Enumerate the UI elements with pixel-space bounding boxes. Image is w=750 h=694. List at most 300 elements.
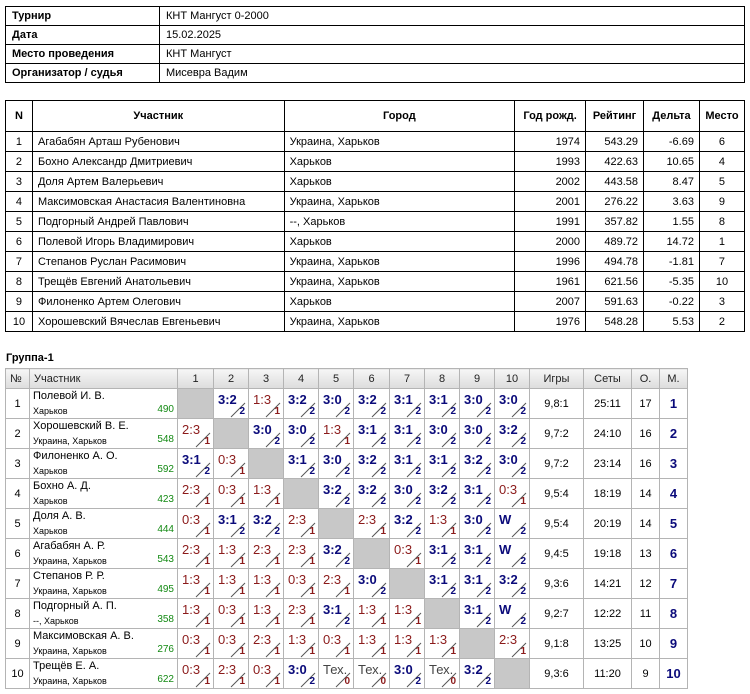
participant-cell: 2 (699, 312, 744, 332)
info-label: Организатор / судья (6, 64, 160, 83)
group-row (6, 569, 688, 599)
match-points: 2 (450, 556, 456, 567)
match-score: 3:0 (394, 662, 413, 677)
tournament-info-table (5, 6, 745, 83)
match-score: Тех. (429, 662, 454, 677)
group-player-cell (30, 389, 178, 419)
match-result-cell (460, 569, 495, 599)
participants-column-header: Год рожд. (515, 101, 586, 132)
match-points: 2 (485, 556, 491, 567)
participant-cell: -6.69 (644, 132, 700, 152)
match-score: 3:1 (394, 422, 413, 437)
place-cell: 10 (660, 659, 688, 689)
points-cell: 14 (632, 509, 660, 539)
group-row (6, 659, 688, 689)
player-city: Украина, Харьков (33, 436, 107, 446)
match-result-cell (319, 659, 354, 689)
participant-cell: 1 (699, 232, 744, 252)
match-result-cell (390, 449, 425, 479)
participant-cell: Украина, Харьков (284, 192, 515, 212)
info-value: КНТ Мангуст 0-2000 (160, 7, 745, 26)
match-result-cell (178, 509, 214, 539)
participant-cell: 494.78 (586, 252, 644, 272)
participant-cell: 1 (6, 132, 33, 152)
match-result-cell (495, 629, 530, 659)
sets-cell: 19:18 (584, 539, 632, 569)
self-cell (425, 599, 460, 629)
match-score: 3:1 (394, 452, 413, 467)
match-points: 2 (380, 586, 386, 597)
match-points: 1 (204, 556, 210, 567)
match-score: 3:0 (429, 422, 448, 437)
match-result-cell (495, 599, 530, 629)
group-player-cell (30, 659, 178, 689)
match-points: 2 (520, 586, 526, 597)
group-col-opponent: 8 (425, 369, 460, 389)
group-player-cell (30, 479, 178, 509)
participant-row (6, 292, 745, 312)
info-label: Турнир (6, 7, 160, 26)
player-rating: 592 (157, 464, 174, 475)
participant-cell: 1.55 (644, 212, 700, 232)
match-score: 0:3 (323, 632, 342, 647)
participant-cell: 4 (699, 152, 744, 172)
match-result-cell (284, 659, 319, 689)
match-result-cell (214, 479, 249, 509)
match-score: 0:3 (218, 602, 237, 617)
match-points: 2 (309, 466, 315, 477)
group-col-points: О. (632, 369, 660, 389)
match-result-cell (319, 419, 354, 449)
player-rating: 276 (157, 644, 174, 655)
match-result-cell (390, 389, 425, 419)
match-points: 1 (239, 586, 245, 597)
match-score: 1:3 (182, 572, 201, 587)
player-city: Харьков (33, 406, 68, 416)
participant-cell: Харьков (284, 172, 515, 192)
match-points: 1 (274, 406, 280, 417)
match-score: 3:2 (429, 482, 448, 497)
player-name: Полевой И. В. (33, 390, 105, 402)
match-score: 2:3 (182, 482, 201, 497)
group-row (6, 599, 688, 629)
match-points: 1 (520, 646, 526, 657)
match-score: 2:3 (358, 512, 377, 527)
participant-cell: --, Харьков (284, 212, 515, 232)
match-score: 2:3 (323, 572, 342, 587)
info-value: КНТ Мангуст (160, 45, 745, 64)
match-score: 3:2 (499, 422, 518, 437)
match-result-cell (319, 599, 354, 629)
match-points: 0 (380, 676, 386, 687)
games-cell: 9,8:1 (530, 389, 584, 419)
participant-cell: 1991 (515, 212, 586, 232)
participants-column-header: N (6, 101, 33, 132)
match-result-cell (319, 479, 354, 509)
group-row-num: 3 (6, 449, 30, 479)
participant-cell: -0.22 (644, 292, 700, 312)
match-result-cell (354, 509, 390, 539)
group-row (6, 509, 688, 539)
match-score: 0:3 (182, 662, 201, 677)
match-score: 2:3 (253, 542, 272, 557)
player-rating: 548 (157, 434, 174, 445)
match-score: 1:3 (288, 632, 307, 647)
info-row (6, 7, 745, 26)
participant-cell: Филоненко Артем Олегович (32, 292, 284, 312)
participant-cell: 2000 (515, 232, 586, 252)
match-points: 2 (520, 406, 526, 417)
match-result-cell (178, 599, 214, 629)
match-points: 1 (344, 646, 350, 657)
place-cell: 4 (660, 479, 688, 509)
match-points: 1 (309, 526, 315, 537)
match-score: 3:0 (323, 452, 342, 467)
match-points: 1 (204, 496, 210, 507)
match-score: 3:2 (323, 482, 342, 497)
match-points: 1 (204, 436, 210, 447)
participant-cell: Украина, Харьков (284, 272, 515, 292)
participant-row (6, 232, 745, 252)
match-result-cell (425, 659, 460, 689)
participant-cell: -1.81 (644, 252, 700, 272)
match-result-cell (178, 449, 214, 479)
participant-cell: Харьков (284, 292, 515, 312)
match-result-cell (178, 569, 214, 599)
match-score: 3:2 (358, 452, 377, 467)
player-rating: 490 (157, 404, 174, 415)
player-rating: 444 (157, 524, 174, 535)
self-cell (460, 629, 495, 659)
group-row-num: 1 (6, 389, 30, 419)
match-score: 0:3 (218, 632, 237, 647)
sets-cell: 20:19 (584, 509, 632, 539)
match-score: 3:2 (394, 512, 413, 527)
match-score: 1:3 (429, 512, 448, 527)
match-result-cell (354, 659, 390, 689)
games-cell: 9,4:5 (530, 539, 584, 569)
sets-cell: 23:14 (584, 449, 632, 479)
group-col-opponent: 1 (178, 369, 214, 389)
match-result-cell (460, 509, 495, 539)
group-col-num: № (6, 369, 30, 389)
player-rating: 543 (157, 554, 174, 565)
participant-cell: 276.22 (586, 192, 644, 212)
participant-cell: 2007 (515, 292, 586, 312)
match-result-cell (495, 569, 530, 599)
match-points: 2 (520, 466, 526, 477)
match-result-cell (284, 539, 319, 569)
participant-cell: 1993 (515, 152, 586, 172)
match-score: 2:3 (218, 662, 237, 677)
match-result-cell (354, 479, 390, 509)
participant-cell: 8 (699, 212, 744, 232)
match-points: 2 (204, 466, 210, 477)
match-result-cell (178, 629, 214, 659)
place-cell: 6 (660, 539, 688, 569)
participant-cell: Максимовская Анастасия Валентиновна (32, 192, 284, 212)
participant-cell: 9 (6, 292, 33, 312)
match-score: 0:3 (499, 482, 518, 497)
match-points: 1 (309, 616, 315, 627)
games-cell: 9,7:2 (530, 449, 584, 479)
match-points: 2 (344, 616, 350, 627)
match-points: 1 (415, 616, 421, 627)
match-score: 3:0 (464, 512, 483, 527)
group-row-num: 5 (6, 509, 30, 539)
match-result-cell (390, 599, 425, 629)
match-points: 1 (274, 586, 280, 597)
group-player-cell (30, 569, 178, 599)
match-points: 1 (450, 646, 456, 657)
games-cell: 9,5:4 (530, 509, 584, 539)
group-row-num: 8 (6, 599, 30, 629)
match-points: 1 (239, 556, 245, 567)
match-result-cell (214, 509, 249, 539)
participant-cell: 548.28 (586, 312, 644, 332)
group-row-num: 7 (6, 569, 30, 599)
match-points: 1 (344, 436, 350, 447)
match-result-cell (425, 389, 460, 419)
group-player-cell (30, 509, 178, 539)
place-cell: 7 (660, 569, 688, 599)
match-result-cell (214, 569, 249, 599)
match-score: W (499, 512, 512, 527)
points-cell: 14 (632, 479, 660, 509)
match-result-cell (495, 539, 530, 569)
match-points: 1 (204, 676, 210, 687)
games-cell: 9,7:2 (530, 419, 584, 449)
match-score: 1:3 (394, 602, 413, 617)
match-points: 1 (450, 526, 456, 537)
participants-column-header: Место (699, 101, 744, 132)
group-col-opponent: 3 (249, 369, 284, 389)
player-name: Филоненко А. О. (33, 450, 118, 462)
player-name: Максимовская А. В. (33, 630, 134, 642)
match-score: Тех. (323, 662, 348, 677)
participant-cell: 2002 (515, 172, 586, 192)
match-score: 3:1 (464, 602, 483, 617)
match-score: 1:3 (429, 632, 448, 647)
match-score: 3:1 (464, 572, 483, 587)
match-points: 1 (204, 526, 210, 537)
participant-cell: 621.56 (586, 272, 644, 292)
participant-cell: 7 (6, 252, 33, 272)
participant-cell: 2 (6, 152, 33, 172)
sets-cell: 24:10 (584, 419, 632, 449)
match-result-cell (495, 389, 530, 419)
match-result-cell (425, 629, 460, 659)
participant-cell: 1961 (515, 272, 586, 292)
group-col-place: М. (660, 369, 688, 389)
match-points: 2 (344, 496, 350, 507)
participant-cell: Хорошевский Вячеслав Евгеньевич (32, 312, 284, 332)
match-result-cell (178, 659, 214, 689)
match-score: 3:2 (499, 572, 518, 587)
match-score: 0:3 (253, 662, 272, 677)
points-cell: 10 (632, 629, 660, 659)
match-score: 1:3 (218, 542, 237, 557)
match-points: 1 (344, 586, 350, 597)
group-row-num: 6 (6, 539, 30, 569)
participant-row (6, 212, 745, 232)
match-points: 1 (380, 646, 386, 657)
player-name: Степанов Р. Р. (33, 570, 105, 582)
match-points: 2 (485, 496, 491, 507)
match-score: 1:3 (323, 422, 342, 437)
player-name: Подгорный А. П. (33, 600, 117, 612)
match-points: 2 (309, 436, 315, 447)
match-points: 1 (274, 616, 280, 627)
match-points: 2 (450, 496, 456, 507)
match-points: 2 (485, 616, 491, 627)
match-score: 2:3 (253, 632, 272, 647)
participant-cell: 591.63 (586, 292, 644, 312)
player-name: Доля А. В. (33, 510, 86, 522)
group-crosstable (5, 368, 688, 689)
points-cell: 11 (632, 599, 660, 629)
participant-cell: 8.47 (644, 172, 700, 192)
info-label: Дата (6, 26, 160, 45)
participant-cell: 6 (699, 132, 744, 152)
match-result-cell (249, 599, 284, 629)
participant-cell: Украина, Харьков (284, 312, 515, 332)
match-score: 3:2 (323, 542, 342, 557)
points-cell: 12 (632, 569, 660, 599)
match-result-cell (249, 659, 284, 689)
match-points: 2 (485, 436, 491, 447)
match-score: 3:0 (499, 452, 518, 467)
info-value: Мисевра Вадим (160, 64, 745, 83)
match-score: 3:1 (429, 452, 448, 467)
match-result-cell (214, 539, 249, 569)
match-score: 3:0 (288, 422, 307, 437)
match-result-cell (284, 629, 319, 659)
player-name: Трещёв Е. А. (33, 660, 100, 672)
match-result-cell (178, 419, 214, 449)
match-result-cell (425, 419, 460, 449)
participant-cell: Степанов Руслан Расимович (32, 252, 284, 272)
group-row (6, 539, 688, 569)
match-result-cell (354, 449, 390, 479)
match-score: W (499, 602, 512, 617)
match-points: 1 (309, 646, 315, 657)
participant-cell: Трещёв Евгений Анатольевич (32, 272, 284, 292)
games-cell: 9,5:4 (530, 479, 584, 509)
match-result-cell (354, 599, 390, 629)
sets-cell: 25:11 (584, 389, 632, 419)
participant-row (6, 192, 745, 212)
match-score: 3:2 (358, 392, 377, 407)
match-result-cell (319, 569, 354, 599)
participant-cell: 1974 (515, 132, 586, 152)
participants-column-header: Участник (32, 101, 284, 132)
participant-cell: Харьков (284, 232, 515, 252)
participant-row (6, 152, 745, 172)
match-result-cell (249, 539, 284, 569)
match-score: Тех. (358, 662, 383, 677)
match-score: 3:0 (323, 392, 342, 407)
match-score: 3:2 (288, 392, 307, 407)
match-score: 3:0 (253, 422, 272, 437)
player-rating: 423 (157, 494, 174, 505)
match-score: 3:0 (358, 572, 377, 587)
player-rating: 358 (157, 614, 174, 625)
match-points: 2 (380, 406, 386, 417)
match-score: 3:2 (464, 452, 483, 467)
sets-cell: 14:21 (584, 569, 632, 599)
match-points: 2 (450, 406, 456, 417)
participant-cell: 10 (6, 312, 33, 332)
match-score: 3:0 (464, 392, 483, 407)
match-points: 2 (380, 496, 386, 507)
group-col-opponent: 4 (284, 369, 319, 389)
games-cell: 9,2:7 (530, 599, 584, 629)
group-col-opponent: 2 (214, 369, 249, 389)
match-result-cell (425, 509, 460, 539)
match-points: 1 (274, 556, 280, 567)
match-points: 2 (415, 526, 421, 537)
points-cell: 9 (632, 659, 660, 689)
match-score: 1:3 (218, 572, 237, 587)
info-row (6, 45, 745, 64)
group-row-num: 4 (6, 479, 30, 509)
self-cell (319, 509, 354, 539)
match-score: 1:3 (358, 602, 377, 617)
match-result-cell (319, 449, 354, 479)
match-score: 3:0 (288, 662, 307, 677)
match-result-cell (460, 479, 495, 509)
games-cell: 9,3:6 (530, 569, 584, 599)
participant-row (6, 172, 745, 192)
match-score: 2:3 (288, 542, 307, 557)
match-points: 2 (415, 676, 421, 687)
match-result-cell (460, 539, 495, 569)
participant-cell: Доля Артем Валерьевич (32, 172, 284, 192)
group-col-opponent: 7 (390, 369, 425, 389)
match-score: 3:2 (218, 392, 237, 407)
match-points: 1 (520, 496, 526, 507)
place-cell: 2 (660, 419, 688, 449)
match-points: 1 (239, 466, 245, 477)
match-result-cell (214, 659, 249, 689)
match-result-cell (284, 419, 319, 449)
group-player-cell (30, 629, 178, 659)
group-col-sets: Сеты (584, 369, 632, 389)
match-points: 2 (520, 616, 526, 627)
match-points: 1 (204, 646, 210, 657)
match-score: 0:3 (394, 542, 413, 557)
group-header-row (6, 369, 688, 389)
participants-table (5, 100, 745, 332)
match-score: 3:2 (358, 482, 377, 497)
match-points: 1 (239, 616, 245, 627)
participant-cell: Украина, Харьков (284, 132, 515, 152)
group-row-num: 9 (6, 629, 30, 659)
match-result-cell (425, 569, 460, 599)
match-points: 2 (274, 526, 280, 537)
match-score: W (499, 542, 512, 557)
group-player-cell (30, 449, 178, 479)
player-city: Украина, Харьков (33, 676, 107, 686)
participant-row (6, 272, 745, 292)
group-col-opponent: 6 (354, 369, 390, 389)
match-points: 1 (204, 586, 210, 597)
match-result-cell (460, 659, 495, 689)
match-points: 1 (415, 556, 421, 567)
match-score: 1:3 (253, 602, 272, 617)
participant-cell: 5 (6, 212, 33, 232)
